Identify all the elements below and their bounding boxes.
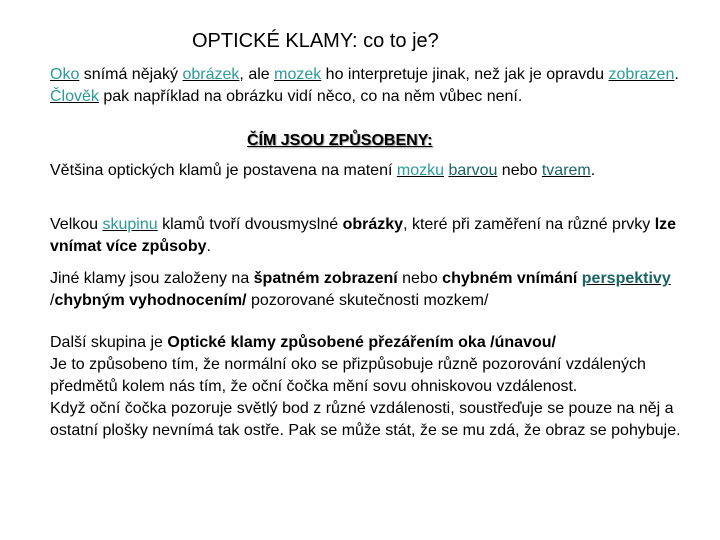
paragraph-eye-fatigue: Další skupina je Optické klamy způsobené přezářením oka /únavou/ Je to způsobeno tím, že normální oko se přizpůsobuje různě pozorování vzdálených předmětů kolem nás tím, že oční čočka mění sovu ohniskovou vzdálenost. Když oční čočka pozoruje světlý bod z různé vzdálenosti, soustřeďuje se pouze na něj a ostatní plošky nevnímá tak ostře. Pak se může stát, že se mu zdá, že obraz se pohybuje. — [50, 334, 681, 439]
link-mozku[interactable]: mozku — [396, 162, 444, 179]
paragraph-color-shape: Většina optických klamů je postavena na matení mozku barvou nebo tvarem. — [50, 162, 596, 179]
link-clovek[interactable]: Člověk — [50, 88, 99, 105]
link-perspektivy[interactable]: perspektivy — [581, 270, 671, 287]
link-obrazek[interactable]: obrázek — [182, 66, 240, 83]
paragraph-perspective: Jiné klamy jsou založeny na špatném zobrazení nebo chybném vnímání perspektivy /chybným vyhodnocením/ pozorované skutečnosti mozkem/ — [50, 270, 671, 309]
link-skupinu[interactable]: skupinu — [102, 216, 158, 233]
slide-title: OPTICKÉ KLAMY: co to je? — [192, 30, 439, 52]
intro-paragraph: Oko snímá nějaký obrázek, ale mozek ho interpretuje jinak, než jak je opravdu zobrazen. Člověk pak například na obrázku vidí něco, co na něm vůbec není. — [50, 66, 679, 105]
section-subheading: ČÍM JSOU ZPŮSOBENY: — [247, 132, 433, 149]
link-barvou[interactable]: barvou — [448, 162, 498, 179]
link-tvarem[interactable]: tvarem — [541, 162, 591, 179]
link-mozek[interactable]: mozek — [274, 66, 322, 83]
link-oko[interactable]: Oko — [50, 66, 80, 83]
paragraph-ambiguous-images: Velkou skupinu klamů tvoří dvousmyslné obrázky, které při zaměření na různé prvky lze vnímat více způsoby. — [50, 216, 677, 255]
link-zobrazen[interactable]: zobrazen — [608, 66, 675, 83]
